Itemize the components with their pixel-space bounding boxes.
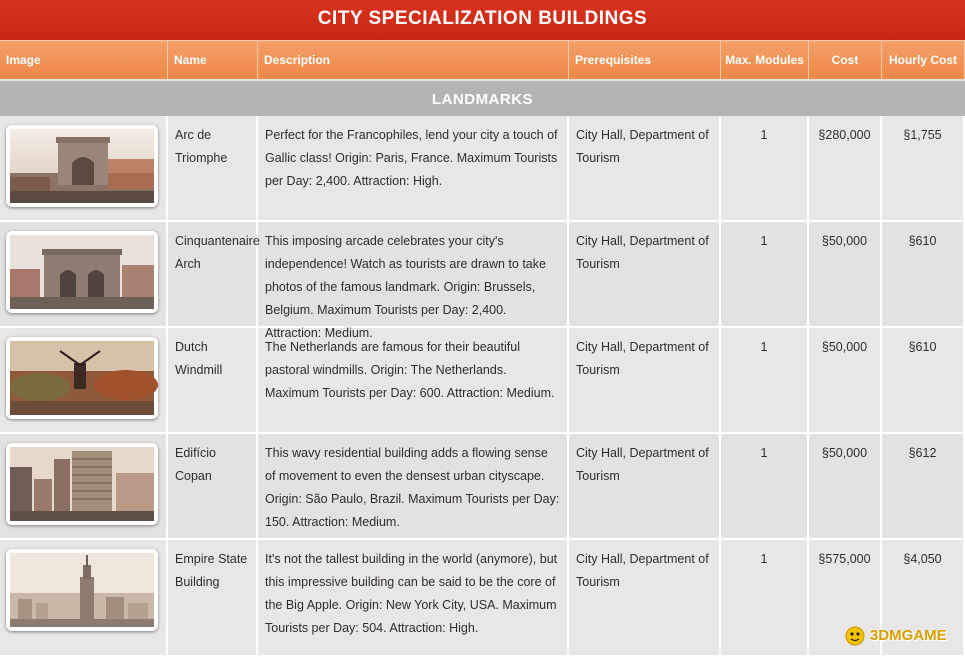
- arc-de-triomphe-image: [6, 125, 158, 207]
- table-row: [0, 328, 965, 434]
- column-header-prerequisites: Prerequisites: [569, 41, 721, 79]
- row-max-modules: 1: [721, 222, 809, 326]
- table-row: [0, 434, 965, 540]
- table-header: [0, 40, 965, 79]
- column-header-cost: Cost: [809, 41, 882, 79]
- empire-state-building-image: [6, 549, 158, 631]
- row-name: Cinquantenaire Arch: [168, 222, 258, 326]
- mascot-icon: [844, 624, 866, 646]
- row-cost: §50,000: [809, 328, 882, 432]
- row-cost: §50,000: [809, 222, 882, 326]
- column-header-image: Image: [0, 41, 168, 79]
- column-header-name: Name: [168, 41, 258, 79]
- row-prerequisites: City Hall, Department of Tourism: [569, 328, 721, 432]
- table-row: [0, 116, 965, 222]
- edificio-copan-image: [6, 443, 158, 525]
- row-hourly-cost: §612: [882, 434, 965, 538]
- cinquantenaire-arch-image: [6, 231, 158, 313]
- row-name: Edifício Copan: [168, 434, 258, 538]
- section-heading-landmarks: LANDMARKS: [0, 79, 965, 116]
- column-header-max-modules: Max. Modules: [721, 41, 809, 79]
- watermark: [844, 622, 947, 648]
- dutch-windmill-image: [6, 337, 158, 419]
- table-title: CITY SPECIALIZATION BUILDINGS: [0, 0, 965, 40]
- table-row: [0, 540, 965, 657]
- row-max-modules: 1: [721, 434, 809, 538]
- row-hourly-cost: §4,050: [882, 540, 965, 655]
- row-description: It's not the tallest building in the world (anymore), but this impressive building can be said to be the core of the Big Apple. Origin: New York City, USA. Maximum Tourists per Day: 504. Attraction: High.: [258, 540, 569, 655]
- column-header-description: Description: [258, 41, 569, 79]
- row-description: Perfect for the Francophiles, lend your city a touch of Gallic class! Origin: Paris, France. Maximum Tourists per Day: 2,400. Attraction: High.: [258, 116, 569, 220]
- table-body: [0, 116, 965, 657]
- row-prerequisites: City Hall, Department of Tourism: [569, 540, 721, 655]
- row-name: Dutch Windmill: [168, 328, 258, 432]
- row-description: The Netherlands are famous for their beautiful pastoral windmills. Origin: The Netherlands. Maximum Tourists per Day: 600. Attraction: Medium.: [258, 328, 569, 432]
- row-max-modules: 1: [721, 328, 809, 432]
- row-cost: §280,000: [809, 116, 882, 220]
- row-name: Arc de Triomphe: [168, 116, 258, 220]
- row-max-modules: 1: [721, 540, 809, 655]
- row-prerequisites: City Hall, Department of Tourism: [569, 222, 721, 326]
- row-prerequisites: City Hall, Department of Tourism: [569, 116, 721, 220]
- row-description: This imposing arcade celebrates your city's independence! Watch as tourists are drawn to take photos of the famous landmark. Origin: Brussels, Belgium. Maximum Tourists per Day: 2,400. Attraction: Medium.: [258, 222, 569, 326]
- watermark-text: 3DMGAME: [870, 626, 947, 644]
- row-cost: §50,000: [809, 434, 882, 538]
- table-row: [0, 222, 965, 340]
- row-name: Empire State Building: [168, 540, 258, 655]
- row-hourly-cost: §610: [882, 222, 965, 326]
- row-cost: §575,000: [809, 540, 882, 655]
- column-header-hourly-cost: Hourly Cost: [882, 41, 965, 79]
- row-max-modules: 1: [721, 116, 809, 220]
- row-description: This wavy residential building adds a flowing sense of movement to even the densest urban cityscape. Origin: São Paulo, Brazil. Maximum Tourists per Day: 150. Attraction: Medium.: [258, 434, 569, 538]
- row-hourly-cost: §1,755: [882, 116, 965, 220]
- row-hourly-cost: §610: [882, 328, 965, 432]
- row-prerequisites: City Hall, Department of Tourism: [569, 434, 721, 538]
